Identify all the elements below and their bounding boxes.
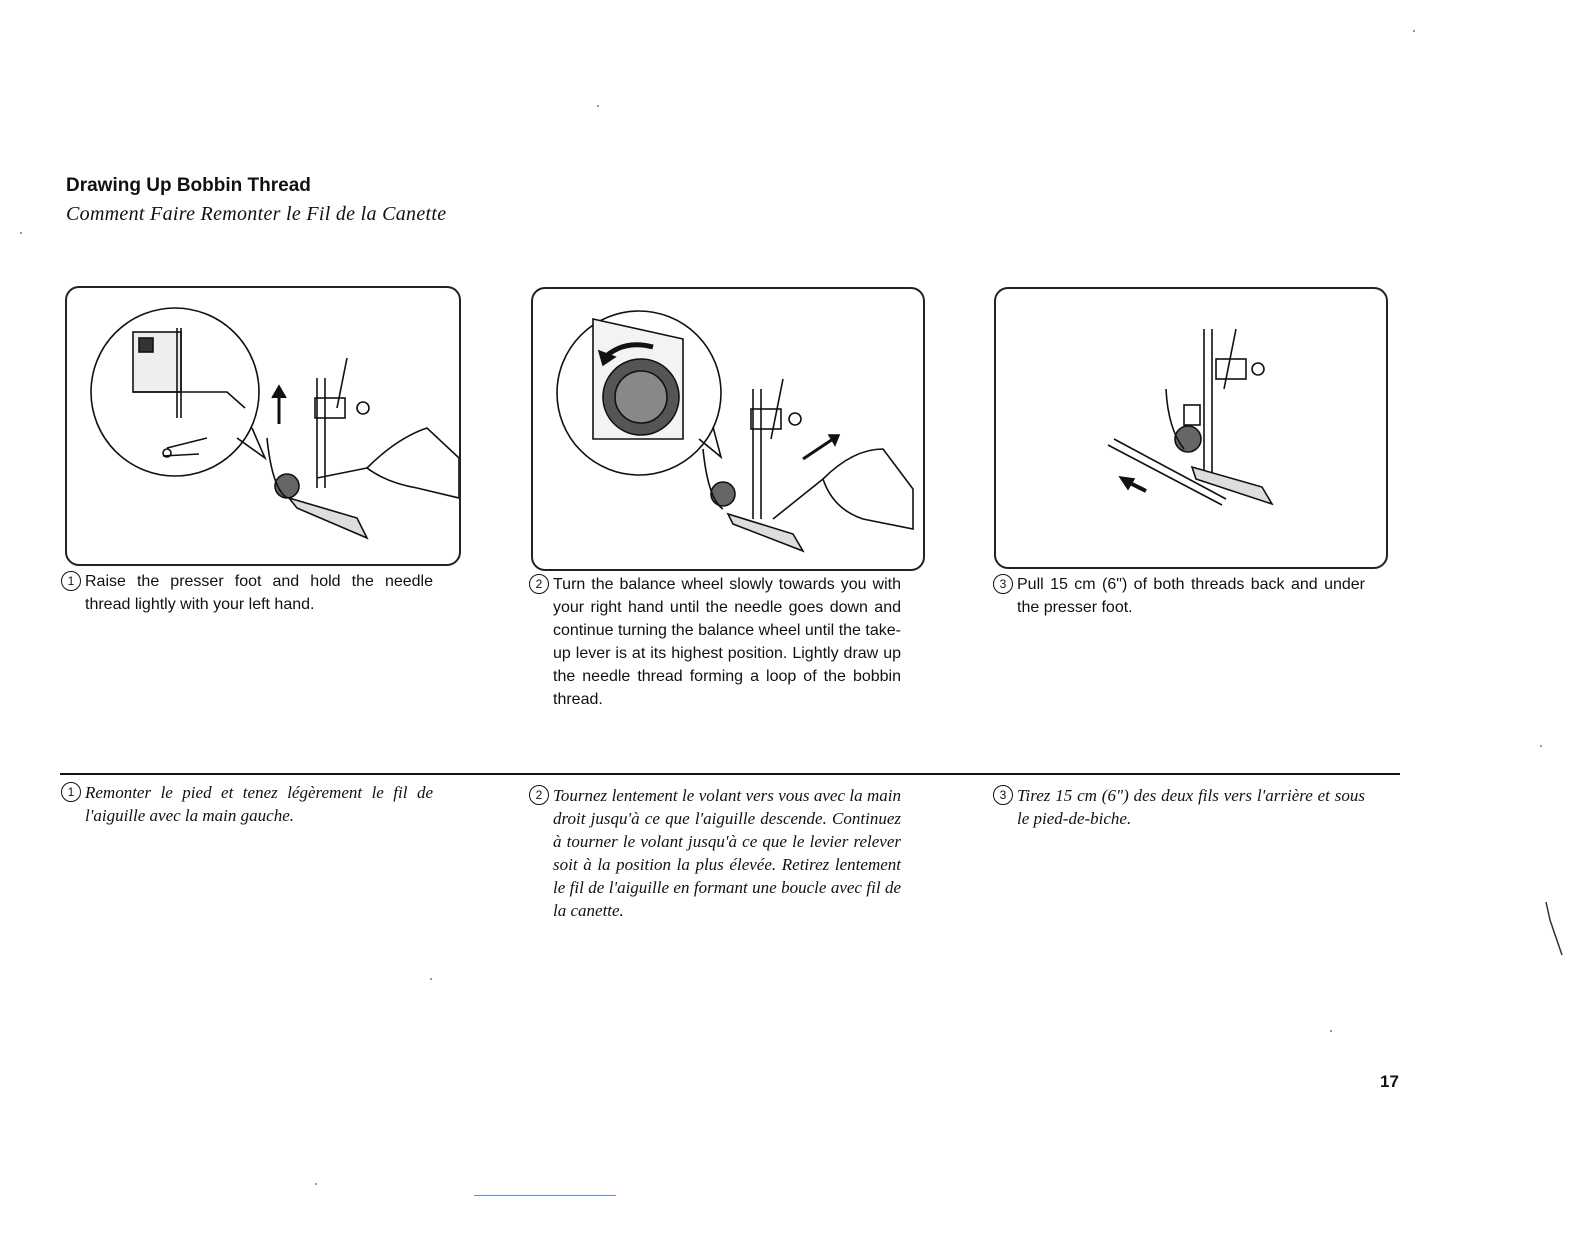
presser-foot-raise-illustration: [65, 286, 461, 566]
step-2-english: [529, 573, 901, 711]
scan-speck: [597, 105, 599, 107]
balance-wheel-icon: [533, 289, 923, 569]
step-text: Tirez 15 cm (6") des deux fils vers l'arrière et sous le pied-de-biche.: [1017, 786, 1365, 828]
step-number-badge: 3: [993, 785, 1013, 805]
step-text: Raise the presser foot and hold the needle thread lightly with your left hand.: [85, 573, 433, 613]
page-title-french: Comment Faire Remonter le Fil de la Canette: [66, 203, 447, 225]
sewing-machine-presser-foot-icon: [67, 288, 459, 564]
step-3-french: [993, 784, 1365, 830]
step-text: Turn the balance wheel slowly towards you with your right hand until the needle goes down and continue turning the balance wheel until the take-up lever is at its highest position. Lightly draw up the needle thread forming a loop of the bobbin thread.: [553, 576, 901, 708]
step-text: Pull 15 cm (6") of both threads back and under the presser foot.: [1017, 576, 1365, 616]
balance-wheel-turn-illustration: [531, 287, 925, 571]
scan-speck: [430, 978, 432, 980]
section-divider: [60, 773, 1400, 775]
scan-speck: [1413, 30, 1415, 32]
step-text: Remonter le pied et tenez légèrement le fil de l'aiguille avec la main gauche.: [85, 783, 433, 825]
page-title: Drawing Up Bobbin Thread: [66, 175, 311, 196]
threads-back-arrow-icon: [996, 289, 1386, 567]
scan-speck: [1540, 745, 1542, 747]
step-1-english: [61, 570, 433, 616]
step-number-badge: 2: [529, 574, 549, 594]
scan-speck: [1330, 1030, 1332, 1032]
step-number-badge: 1: [61, 782, 81, 802]
step-2-french: [529, 784, 901, 922]
threads-pull-back-illustration: [994, 287, 1388, 569]
scan-speck: [20, 232, 22, 234]
footer-line: [474, 1195, 616, 1196]
step-number-badge: 2: [529, 785, 549, 805]
step-3-english: [993, 573, 1365, 619]
step-number-badge: 3: [993, 574, 1013, 594]
step-number-badge: 1: [61, 571, 81, 591]
scan-mark: [1540, 900, 1570, 960]
step-text: Tournez lentement le volant vers vous avec la main droit jusqu'à ce que l'aiguille descende. Continuez à tourner le volant jusqu'à ce que le levier relever soit à la position la plus élevée. Retirez lentement le fil de l'aiguille en formant une boucle avec fil de la canette.: [553, 786, 901, 920]
step-1-french: [61, 781, 433, 827]
scan-speck: [315, 1183, 317, 1185]
page-number: 17: [1380, 1072, 1399, 1091]
